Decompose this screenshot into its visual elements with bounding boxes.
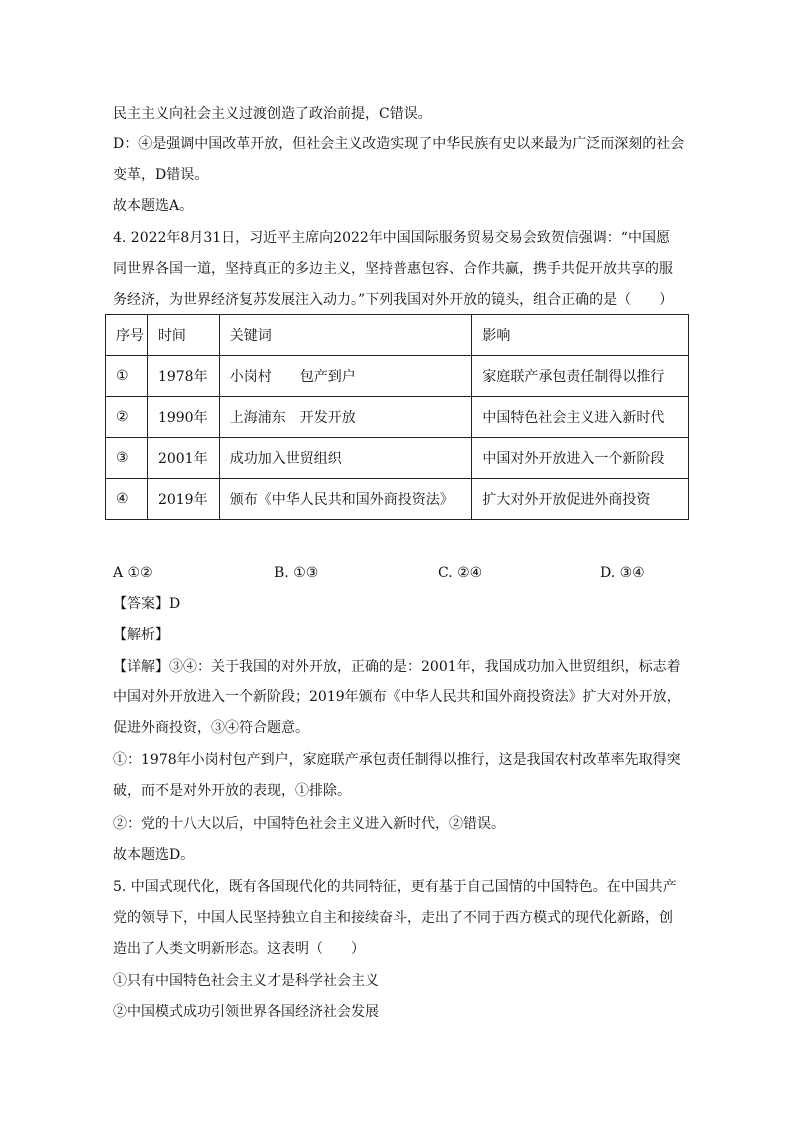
q5-stem-line-3: 造出了人类文明新形态。这表明（ ） (113, 941, 365, 957)
q5-stem-line-2: 党的领导下，中国人民坚持独立自主和接续奋斗，走出了不同于西方模式的现代化新路，创 (113, 910, 673, 926)
detail-line-1: 【详解】③④：关于我国的对外开放，正确的是：2001年，我国成功加入世贸组织，标志着 (113, 659, 681, 675)
prev-explanation-line-2: D：④是强调中国改革开放，但社会主义改造实现了中华民族有史以来最为广泛而深刻的社会 (113, 136, 685, 152)
detail-line-6: ②：党的十八大以后，中国特色社会主义进入新时代，②错误。 (113, 816, 505, 832)
table-row (106, 479, 689, 520)
table-cell: 1990年 (147, 397, 219, 438)
q5-option-2: ②中国模式成功引领世界各国经济社会发展 (113, 1004, 379, 1020)
q5-option-1: ①只有中国特色社会主义才是科学社会主义 (113, 973, 379, 989)
table-header-cell: 关键词 (219, 315, 472, 356)
table-cell: 扩大对外开放促进外商投资 (472, 479, 689, 520)
table-cell: 小岗村 包产到户 (219, 356, 472, 397)
q4-table (105, 314, 689, 520)
option-d: D. ③④ (600, 565, 645, 581)
analysis-label: 【解析】 (113, 627, 169, 643)
option-c: C. ②④ (438, 565, 483, 581)
table-cell: 上海浦东 开发开放 (219, 397, 472, 438)
table-cell: ③ (106, 438, 148, 479)
table-cell: 2001年 (147, 438, 219, 479)
table-cell: ④ (106, 479, 148, 520)
table-row (106, 438, 689, 479)
table-header-row (106, 315, 689, 356)
q4-stem-line-2: 同世界各国一道，坚持真正的多边主义，坚持普惠包容、合作共赢，携手共促开放共享的服 (113, 261, 673, 277)
q4-stem-line-1: 4. 2022年8月31日，习近平主席向2022年中国国际服务贸易交易会致贺信强调：“中国愿 (113, 230, 670, 246)
table-cell: 成功加入世贸组织 (219, 438, 472, 479)
table-cell: 中国对外开放进入一个新阶段 (472, 438, 689, 479)
answer-line: 【答案】D (113, 596, 181, 612)
option-b: B. ①③ (274, 565, 319, 581)
prev-explanation-line-3: 变革，D错误。 (113, 167, 209, 183)
table-cell: ② (106, 397, 148, 438)
table-header-cell: 时间 (147, 315, 219, 356)
table-row (106, 397, 689, 438)
detail-line-3: 促进外商投资，③④符合题意。 (113, 720, 309, 736)
table-cell: 家庭联产承包责任制得以推行 (472, 356, 689, 397)
prev-explanation-line-1: 民主主义向社会主义过渡创造了政治前提，C错误。 (113, 106, 432, 122)
prev-conclusion: 故本题选A。 (113, 198, 194, 214)
detail-line-2: 中国对外开放进入一个新阶段；2019年颁布《中华人民共和国外商投资法》扩大对外开放， (113, 689, 681, 705)
table-header-cell: 影响 (472, 315, 689, 356)
table-cell: 1978年 (147, 356, 219, 397)
table-cell: 2019年 (147, 479, 219, 520)
option-a: A ①② (113, 565, 153, 581)
table-row (106, 356, 689, 397)
table-cell: 颁布《中华人民共和国外商投资法》 (219, 479, 472, 520)
table-header-cell: 序号 (106, 315, 148, 356)
q5-stem-line-1: 5. 中国式现代化，既有各国现代化的共同特征，更有基于自己国情的中国特色。在中国共产 (113, 879, 677, 895)
detail-conclusion: 故本题选D。 (113, 847, 195, 863)
table-cell: ① (106, 356, 148, 397)
detail-line-4: ①：1978年小岗村包产到户，家庭联产承包责任制得以推行，这是我国农村改革率先取得突 (113, 752, 681, 768)
table-cell: 中国特色社会主义进入新时代 (472, 397, 689, 438)
q4-stem-line-3: 务经济，为世界经济复苏发展注入动力。”下列我国对外开放的镜头，组合正确的是（ ） (113, 292, 674, 308)
detail-line-5: 破，而不是对外开放的表现，①排除。 (113, 783, 351, 799)
